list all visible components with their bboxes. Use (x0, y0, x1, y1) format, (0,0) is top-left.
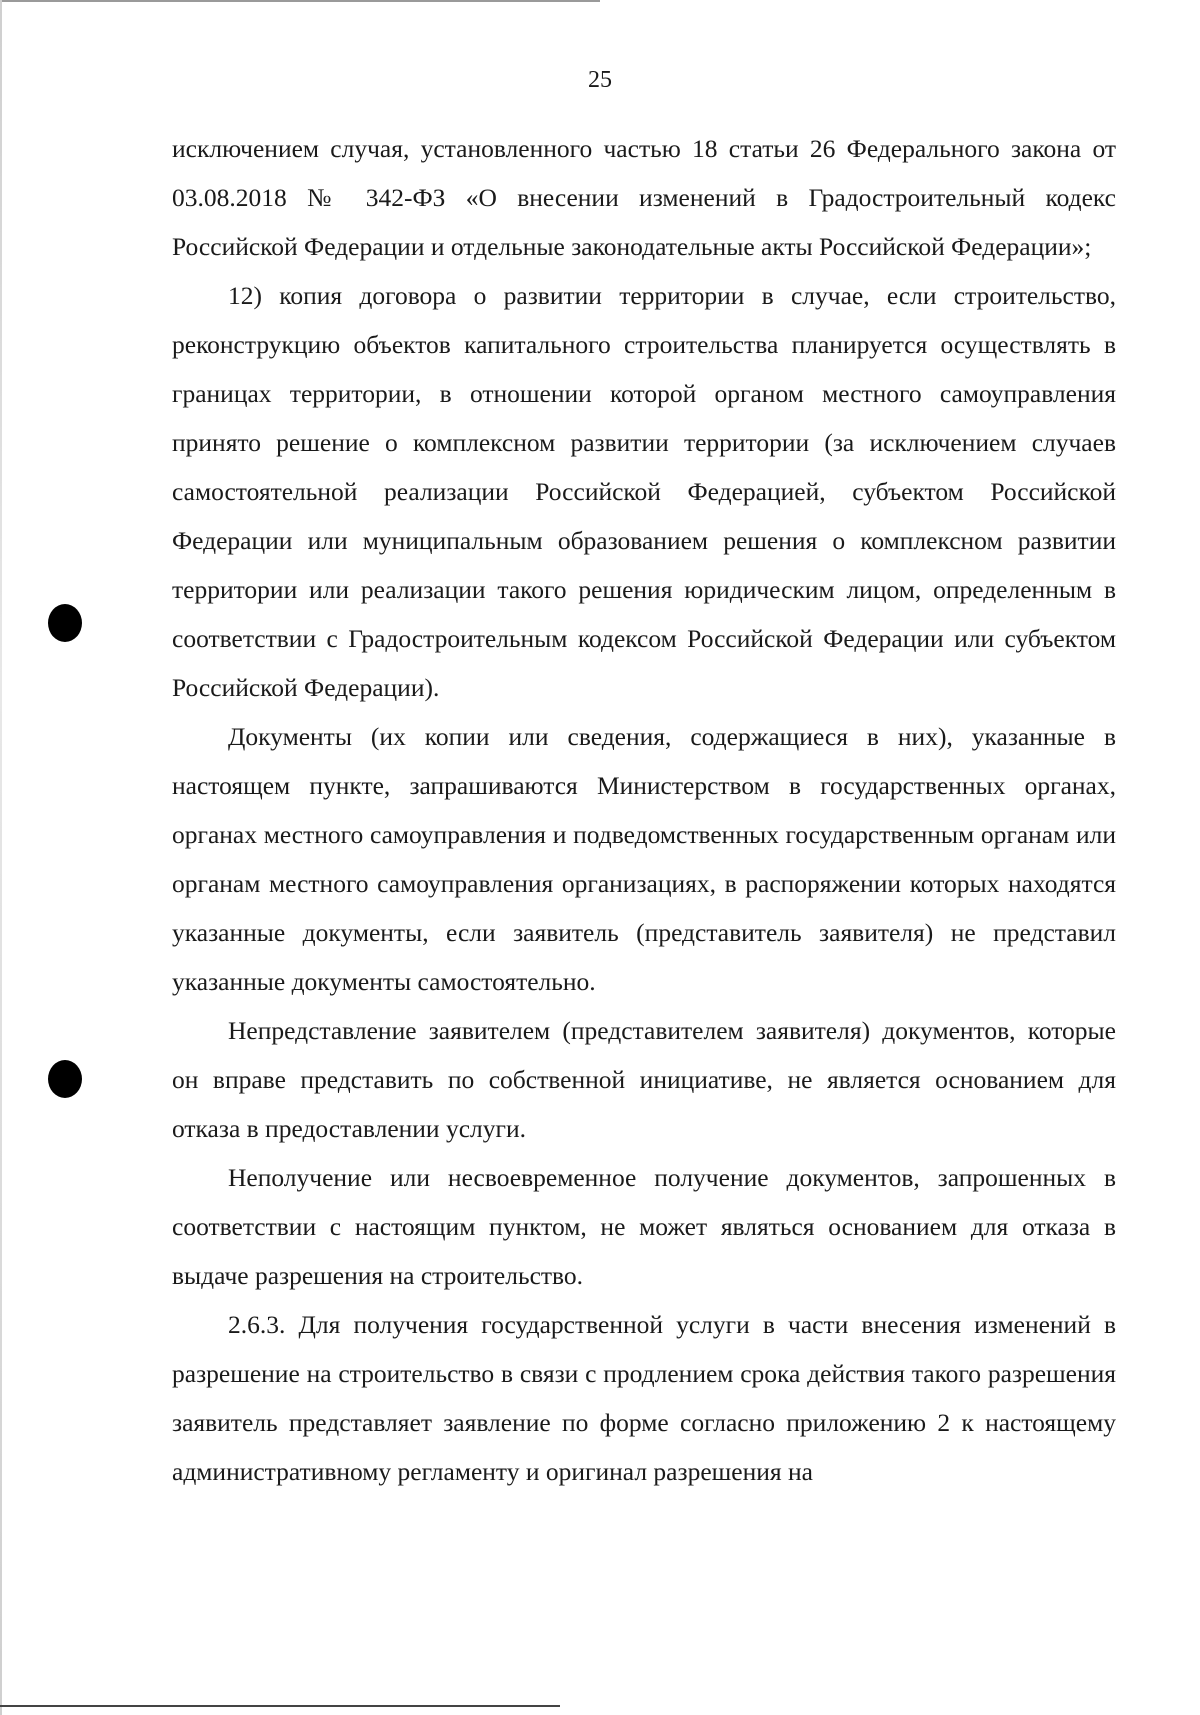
document-body (172, 124, 1116, 1496)
page-number: 25 (588, 67, 612, 93)
scan-edge-top (0, 0, 600, 2)
paragraph: 12) копия договора о развитии территории в случае, если строительство, реконструкцию объектов капитального строительства планируется осуществлять в границах территории, в отношении которой органом местного самоуправления принято решение о комплексном развитии территории (за исключением случаев самостоятельной реализации Российской Федерацией, субъектом Российской Федерации или муниципальным образованием решения о комплексном развитии территории или реализации такого решения юридическим лицом, определенным в соответствии с Градостроительным кодексом Российской Федерации или субъектом Российской Федерации). (172, 281, 1116, 702)
paragraph: Неполучение или несвоевременное получение документов, запрошенных в соответствии с настоящим пунктом, не может являться основанием для отказа в выдаче разрешения на строительство. (172, 1163, 1116, 1290)
paragraph: Непредставление заявителем (представителем заявителя) документов, которые он вправе представить по собственной инициативе, не является основанием для отказа в предоставлении услуги. (172, 1016, 1116, 1143)
scan-edge-bottom (0, 1705, 560, 1707)
paragraph: 2.6.3. Для получения государственной услуги в части внесения изменений в разрешение на строительство в связи с продлением срока действия такого разрешения заявитель представляет заявление по форме согласно приложению 2 к настоящему административному регламенту и оригинал разрешения на (172, 1310, 1116, 1486)
paragraph: исключением случая, установленного частью 18 статьи 26 Федерального закона от 03.08.2018 № 342-ФЗ «О внесении изменений в Градостроительный кодекс Российской Федерации и отдельные законодательные акты Российской Федерации»; (172, 134, 1116, 261)
punch-hole (48, 1060, 82, 1098)
punch-hole (48, 604, 82, 642)
paragraph: Документы (их копии или сведения, содержащиеся в них), указанные в настоящем пункте, запрашиваются Министерством в государственных органах, органах местного самоуправления и подведомственных государственным органам или органам местного самоуправления организациях, в распоряжении которых находятся указанные документы, если заявитель (представитель заявителя) не представил указанные документы самостоятельно. (172, 722, 1116, 996)
scan-edge-left (0, 0, 2, 1715)
